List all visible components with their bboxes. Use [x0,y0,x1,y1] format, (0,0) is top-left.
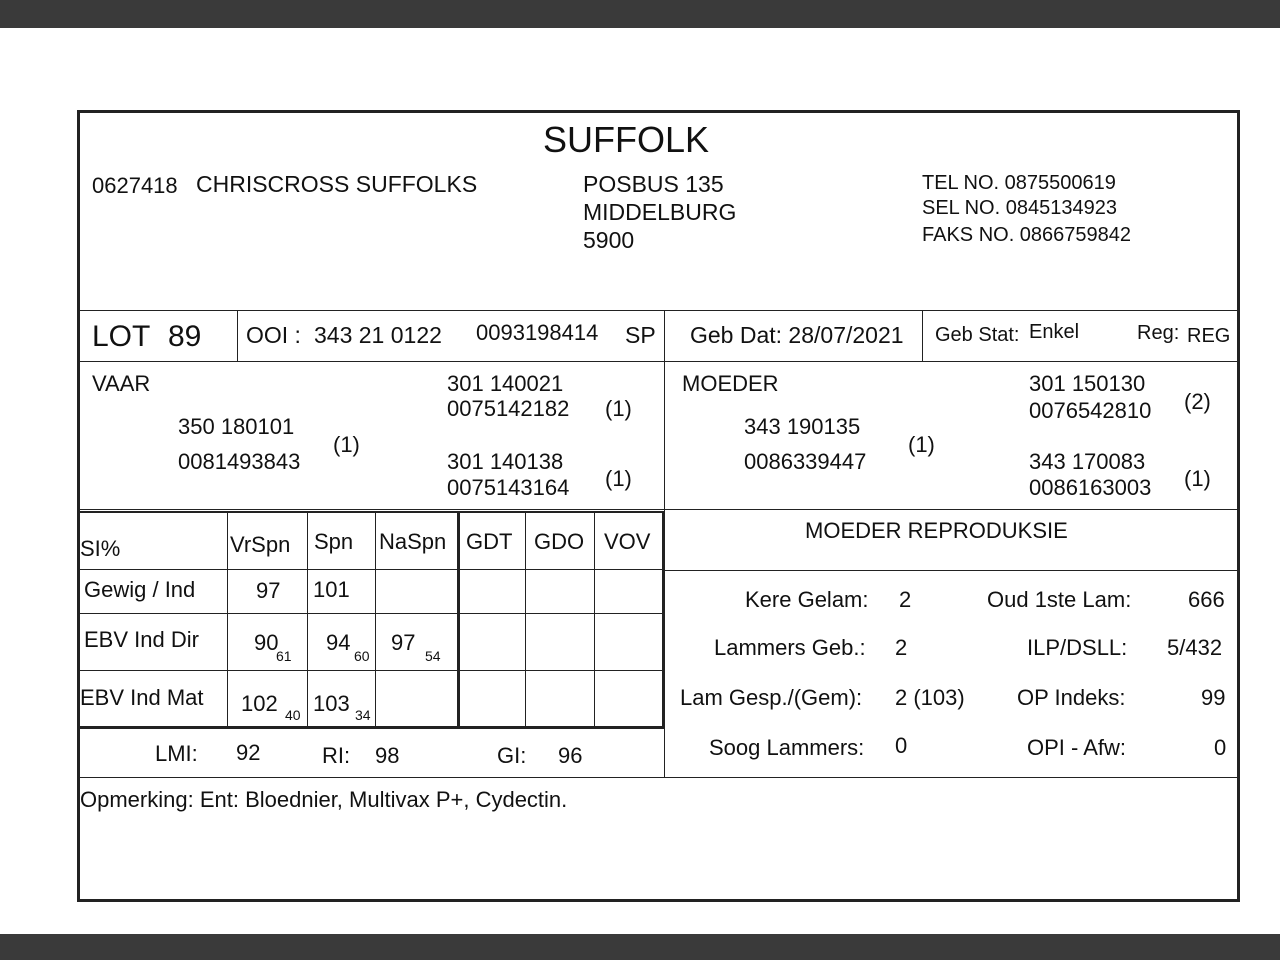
moeder-grandsire-id: 301 150130 [1029,371,1146,396]
lot-label: LOT [92,320,151,353]
divider [80,569,665,570]
divider [375,512,376,727]
divider [525,512,526,727]
divider [665,570,1237,571]
ebv-dir-label: EBV Ind Dir [84,627,199,652]
lam-gesp-label: Lam Gesp./(Gem): [680,685,863,710]
ebv-mat-spn-acc: 34 [355,707,371,723]
sel-number: SEL NO. 0845134923 [922,197,1117,219]
moeder-granddam-id: 343 170083 [1029,449,1146,474]
ilp-value: 5/432 [1167,635,1223,660]
lammers-geb-value: 2 [895,635,908,660]
oud-label: Oud 1ste Lam: [987,587,1132,612]
soog-label: Soog Lammers: [709,735,865,760]
divider [80,670,665,671]
vaar-grandsire-id: 301 140021 [447,371,564,396]
lmi-label: LMI: [155,741,198,766]
gewig-spn: 101 [313,577,350,602]
gi-value: 96 [558,743,583,768]
vaar-granddam-count: (1) [605,466,632,491]
si-header: SI% [80,536,121,561]
soog-value: 0 [895,733,908,758]
border-bottom [77,899,1240,902]
moeder-granddam-count: (1) [1184,466,1211,491]
address-line: POSBUS 135 [583,171,724,197]
sp-label: SP [625,322,656,348]
gi-label: GI: [497,743,527,768]
vaar-granddam-reg: 0075143164 [447,475,570,500]
ebv-dir-vrspn: 90 [254,630,279,655]
sire-count: (1) [333,432,360,457]
ri-label: RI: [322,743,351,768]
kere-gelam-value: 2 [899,587,912,612]
opi-label: OPI - Afw: [1027,735,1127,760]
border-right [1237,110,1240,902]
spn-header: Spn [314,529,354,554]
sire-id: 350 180101 [178,414,295,439]
divider [662,512,665,729]
divider [307,512,308,727]
dam-reg: 0086339447 [744,449,867,474]
registration-code: 0093198414 [476,320,599,345]
breeder-name: CHRISCROSS SUFFOLKS [196,171,478,197]
ooi-id: 343 21 0122 [314,322,442,348]
breed-title: SUFFOLK [543,119,710,160]
faks-number: FAKS NO. 0866759842 [922,224,1132,246]
ebv-dir-vrspn-acc: 61 [276,648,292,664]
ebv-dir-naspn: 97 [391,630,416,655]
birth-status: Enkel [1029,321,1080,343]
vaar-label: VAAR [92,371,151,396]
bottom-bar [0,934,1280,960]
reg-label: Reg: [1137,322,1180,344]
opi-value: 0 [1214,735,1227,760]
address-line: 5900 [583,227,635,253]
ebv-mat-label: EBV Ind Mat [80,685,204,710]
dam-id: 343 190135 [744,414,861,439]
remarks: Opmerking: Ent: Bloednier, Multivax P+, Cydectin. [80,787,568,812]
moeder-grandsire-reg: 0076542810 [1029,398,1152,423]
gdo-header: GDO [534,529,585,554]
sire-reg: 0081493843 [178,449,301,474]
vov-header: VOV [604,529,651,554]
ilp-label: ILP/DSLL: [1027,635,1128,660]
ebv-mat-vrspn-acc: 40 [285,707,301,723]
oud-value: 666 [1188,587,1225,612]
divider [227,512,228,727]
divider [922,311,923,361]
ebv-mat-spn: 103 [313,691,350,716]
moeder-grandsire-count: (2) [1184,389,1211,414]
divider [80,511,665,513]
gewig-vrspn: 97 [256,578,281,603]
lmi-value: 92 [236,740,261,765]
border-top [77,110,1240,113]
divider [80,777,1237,778]
gdt-header: GDT [466,529,513,554]
divider [237,311,238,361]
dam-count: (1) [908,432,935,457]
ri-value: 98 [375,743,400,768]
kere-gelam-label: Kere Gelam: [745,587,869,612]
birth-date: Geb Dat: 28/07/2021 [690,322,904,348]
lammers-geb-label: Lammers Geb.: [714,635,866,660]
lam-gesp-value: 2 (103) [895,685,965,710]
moeder-label: MOEDER [682,371,779,396]
vaar-grandsire-reg: 0075142182 [447,396,570,421]
reg-value: REG [1187,325,1231,347]
lot-number: 89 [168,320,202,353]
ebv-mat-vrspn: 102 [241,691,278,716]
divider [80,310,1237,311]
divider [80,509,1237,510]
divider [80,726,665,729]
gewig-label: Gewig / Ind [84,577,196,602]
moeder-granddam-reg: 0086163003 [1029,475,1152,500]
vaar-granddam-id: 301 140138 [447,449,564,474]
tel-number: TEL NO. 0875500619 [922,172,1116,194]
op-value: 99 [1201,685,1226,710]
divider [594,512,595,727]
top-bar [0,0,1280,28]
ooi-label: OOI : [246,322,301,348]
vrspn-header: VrSpn [230,532,291,557]
divider [80,361,1237,362]
birth-status-label: Geb Stat: [935,324,1020,346]
breeder-number: 0627418 [92,173,178,198]
divider [457,512,460,727]
naspn-header: NaSpn [379,529,447,554]
ebv-dir-naspn-acc: 54 [425,648,441,664]
ebv-dir-spn-acc: 60 [354,648,370,664]
address-line: MIDDELBURG [583,199,737,225]
reproduction-title: MOEDER REPRODUKSIE [805,518,1068,543]
vaar-grandsire-count: (1) [605,396,632,421]
ebv-dir-spn: 94 [326,630,351,655]
divider [80,613,665,614]
op-label: OP Indeks: [1017,685,1126,710]
border-left [77,110,80,902]
